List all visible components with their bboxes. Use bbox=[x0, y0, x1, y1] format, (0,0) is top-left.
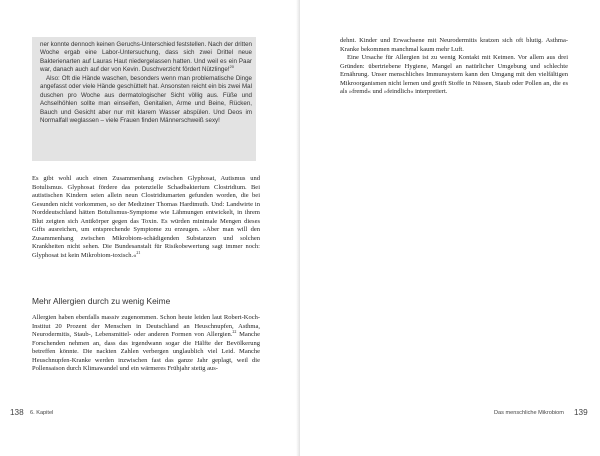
running-head: 6. Kapitel bbox=[30, 410, 54, 416]
body-text bbox=[340, 37, 568, 97]
running-head: Das menschliche Mikrobiom bbox=[494, 410, 564, 416]
page-number: 138 bbox=[10, 408, 24, 417]
info-box-paragraph: ner konnte dennoch keinen Geruchs-Unterschied feststellen. Nach der dritten Woche ergab eine Labor-Untersuchung, dass sich zwei Drittel neue Bakterienarten auf Lauras Haut niedergelassen hatten. Und weil es ein Paar war, danach auch auf der von Kevin. Duschverzicht fördert Nützlinge!$^{20}$ bbox=[40, 41, 252, 74]
footnote-ref: 20 bbox=[229, 64, 234, 70]
footnote-ref: 21 bbox=[136, 249, 141, 255]
footnote-ref: 22 bbox=[232, 328, 237, 334]
info-box bbox=[32, 37, 256, 161]
body-paragraph: dehnt. Kinder und Erwachsene mit Neurodermitis kratzen sich oft blutig. Asthma-Kranke bekommen manchmal kaum mehr Luft. bbox=[340, 37, 568, 53]
page-number: 139 bbox=[574, 408, 588, 417]
section-heading: Mehr Allergien durch zu wenig Keime bbox=[32, 296, 171, 306]
body-paragraph: Eine Ursache für Allergien ist zu wenig Kontakt mit Keimen. Vor allem aus drei Gründen: übertriebene Hygiene, Mangel an natürlicher Umgebung und schlechte Ernährung. Unser menschliches Immunsystem kann den Umgang mit den vielfältigen Mikroorganismen nicht lernen und greift Stoffe in Nüssen, Staub oder Pollen an, die es als »fremd« und »feindlich« interpretiert. bbox=[340, 54, 568, 95]
body-paragraph: Es gibt wohl auch einen Zusammenhang zwischen Glyphosat, Autismus und Botulismus. Glyphosat fördere das potenzielle Schadbakterium Clostridium. Bei autistischen Kindern seien allein neun Clostridiumarten gefunden worden, die bei Gesunden nicht vorkommen, so der Mediziner Thomas Hardtmuth. Und: Landwirte in Norddeutschland hätten Botulismus-Symptome wie Lähmungen entwickelt, in ihrem Blut zeigten sich Antikörper gegen das Toxin. Es würden minimale Mengen dieses Gifts ausreichen, um entsprechende Symptome zu erzeugen. »Aber man will den Zusammenhang zwischen Mikrobiom-schädigenden Substanzen und solchen Krankheiten nicht sehen. Die Bundesanstalt für Risikobewertung sagt immer noch: Glyphosat ist kein Mikrobiom-toxisch.«$^{21}$ bbox=[32, 175, 260, 259]
body-paragraph: Allergien haben ebenfalls massiv zugenommen. Schon heute leiden laut Robert-Koch-Institut 20 Prozent der Menschen in Deutschland an Heuschnupfen, Asthma, Neurodermitis, Staub-, Lebensmittel- oder anderen Formen von Allergien.$^{22}$ Manche Forschenden nehmen an, dass das irgendwann sogar die Hälfte der Bevölkerung betreffen könnte. Die nackten Zahlen verbergen unglaublich viel Leid. Manche Heuschnupfen-Kranke werden inzwischen fast das ganze Jahr geplagt, weil die Pollensaison durch Klimawandel und ein wärmeres Frühjahr stetig aus- bbox=[32, 314, 261, 372]
info-box-paragraph: Also: Oft die Hände waschen, besonders wenn man problematische Dinge angefasst oder viele Hände geschüttelt hat. Ansonsten reicht ein bis zwei Mal duschen pro Woche aus dermatologischer Sicht völlig aus. Füße und Achselhöhlen sollte man einseifen, Genitalien, Arme und Beine, Rücken, Bauch und Gesicht aber nur mit klarem Wasser abspülen. Und Deos im Normalfall weglassen – viele Frauen finden Männerschweiß sexy! bbox=[40, 74, 252, 125]
